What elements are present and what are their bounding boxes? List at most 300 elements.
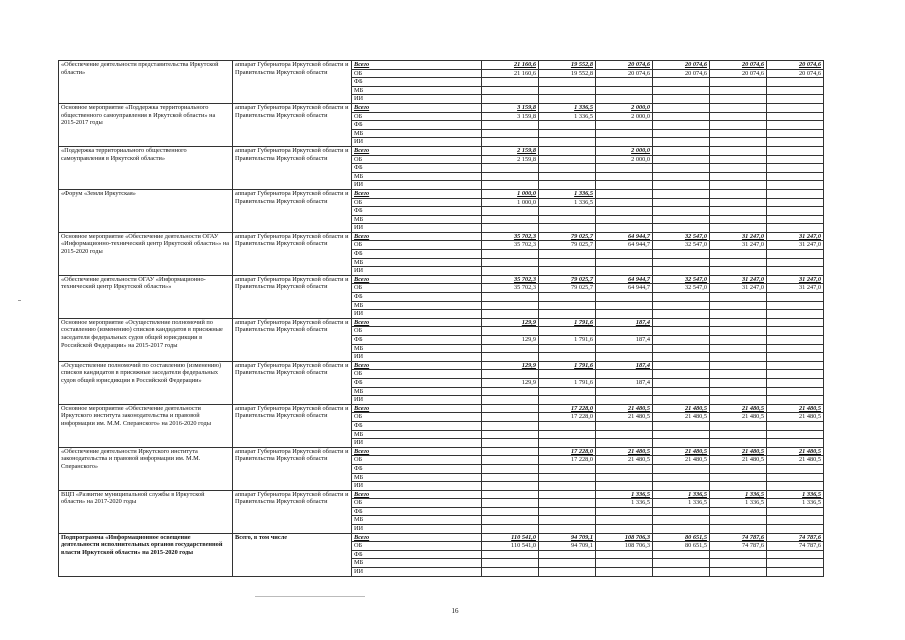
- amount-cell: 21 480,5: [653, 447, 710, 456]
- amount-cell: 1 336,5: [539, 189, 596, 198]
- amount-cell: [539, 267, 596, 276]
- amount-cell: [539, 370, 596, 379]
- scan-artifact: [255, 596, 365, 597]
- funding-source: ФБ: [352, 550, 482, 559]
- amount-cell: 31 247,0: [710, 284, 767, 293]
- amount-cell: [653, 336, 710, 345]
- amount-cell: [482, 456, 539, 465]
- amount-cell: 21 480,5: [653, 413, 710, 422]
- executor-name: аппарат Губернатора Иркутской области и Правительства Иркутской области: [233, 189, 352, 232]
- amount-cell: 3 159,8: [482, 103, 539, 112]
- amount-cell: 21 480,5: [596, 456, 653, 465]
- amount-cell: 21 480,5: [767, 447, 824, 456]
- amount-cell: [710, 164, 767, 173]
- funding-source: Всего: [352, 361, 482, 370]
- amount-cell: [767, 516, 824, 525]
- amount-cell: 17 228,0: [539, 404, 596, 413]
- amount-cell: [710, 507, 767, 516]
- amount-cell: [596, 164, 653, 173]
- scan-mark: [18, 300, 21, 301]
- page-number: 16: [451, 607, 459, 615]
- amount-cell: [596, 189, 653, 198]
- amount-cell: [482, 430, 539, 439]
- funding-source: ИИ: [352, 95, 482, 104]
- funding-source: ФБ: [352, 507, 482, 516]
- amount-cell: [767, 430, 824, 439]
- amount-cell: [539, 482, 596, 491]
- amount-cell: [539, 396, 596, 405]
- funding-source: ФБ: [352, 378, 482, 387]
- amount-cell: [653, 146, 710, 155]
- amount-cell: [710, 550, 767, 559]
- amount-cell: 129,9: [482, 336, 539, 345]
- amount-cell: [710, 121, 767, 130]
- amount-cell: [710, 421, 767, 430]
- amount-cell: [653, 155, 710, 164]
- amount-cell: [710, 78, 767, 87]
- amount-cell: [710, 258, 767, 267]
- amount-cell: 74 787,6: [710, 533, 767, 542]
- amount-cell: 21 480,5: [767, 404, 824, 413]
- amount-cell: [767, 138, 824, 147]
- amount-cell: [482, 516, 539, 525]
- amount-cell: [710, 112, 767, 121]
- amount-cell: [767, 172, 824, 181]
- amount-cell: [767, 507, 824, 516]
- amount-cell: 35 702,3: [482, 241, 539, 250]
- amount-cell: [767, 86, 824, 95]
- amount-cell: 21 480,5: [767, 456, 824, 465]
- funding-source: МБ: [352, 516, 482, 525]
- funding-source: ОБ: [352, 370, 482, 379]
- funding-source: МБ: [352, 301, 482, 310]
- amount-cell: [767, 95, 824, 104]
- amount-cell: [539, 490, 596, 499]
- amount-cell: 1 336,5: [710, 499, 767, 508]
- amount-cell: [539, 568, 596, 577]
- amount-cell: [710, 336, 767, 345]
- amount-cell: [653, 215, 710, 224]
- amount-cell: [653, 482, 710, 491]
- funding-source: Всего: [352, 318, 482, 327]
- amount-cell: [767, 250, 824, 259]
- amount-cell: [767, 198, 824, 207]
- amount-cell: [767, 207, 824, 216]
- amount-cell: [710, 344, 767, 353]
- amount-cell: 21 480,5: [596, 413, 653, 422]
- amount-cell: [482, 129, 539, 138]
- amount-cell: [767, 78, 824, 87]
- amount-cell: 17 228,0: [539, 413, 596, 422]
- amount-cell: [767, 568, 824, 577]
- amount-cell: [596, 464, 653, 473]
- amount-cell: [539, 95, 596, 104]
- amount-cell: [653, 327, 710, 336]
- amount-cell: [653, 559, 710, 568]
- amount-cell: [653, 86, 710, 95]
- amount-cell: [539, 207, 596, 216]
- amount-cell: 32 547,0: [653, 241, 710, 250]
- amount-cell: [596, 78, 653, 87]
- amount-cell: 1 791,6: [539, 318, 596, 327]
- amount-cell: 2 000,0: [596, 112, 653, 121]
- amount-cell: 110 541,0: [482, 542, 539, 551]
- amount-cell: 21 480,5: [653, 456, 710, 465]
- executor-name: аппарат Губернатора Иркутской области и Правительства Иркутской области: [233, 275, 352, 318]
- funding-source: ФБ: [352, 336, 482, 345]
- amount-cell: [539, 172, 596, 181]
- amount-cell: [710, 396, 767, 405]
- amount-cell: 1 336,5: [653, 490, 710, 499]
- amount-cell: [596, 215, 653, 224]
- amount-cell: [710, 482, 767, 491]
- executor-name: аппарат Губернатора Иркутской области и Правительства Иркутской области: [233, 490, 352, 533]
- amount-cell: [653, 95, 710, 104]
- amount-cell: 108 706,3: [596, 542, 653, 551]
- executor-name: аппарат Губернатора Иркутской области и Правительства Иркутской области: [233, 232, 352, 275]
- amount-cell: [767, 301, 824, 310]
- activity-name: «Обеспечение деятельности ОГАУ «Информационно-технический центр Иркутской области»»: [59, 275, 233, 318]
- activity-name: ВЦП «Развитие муниципальной службы в Иркутской области» на 2017-2020 годы: [59, 490, 233, 533]
- amount-cell: [767, 155, 824, 164]
- amount-cell: 1 791,6: [539, 336, 596, 345]
- amount-cell: [653, 430, 710, 439]
- table-row-total: [59, 447, 824, 456]
- amount-cell: [767, 559, 824, 568]
- activity-name: «Обеспечение деятельности представительства Иркутской области»: [59, 61, 233, 104]
- amount-cell: [710, 516, 767, 525]
- amount-cell: [482, 207, 539, 216]
- funding-source: МБ: [352, 559, 482, 568]
- amount-cell: 21 480,5: [710, 413, 767, 422]
- amount-cell: [767, 482, 824, 491]
- executor-name: аппарат Губернатора Иркутской области и Правительства Иркутской области: [233, 318, 352, 361]
- amount-cell: [596, 129, 653, 138]
- amount-cell: [482, 525, 539, 534]
- activity-name: Подпрограмма «Информационное освещение деятельности исполнительных органов государственной власти Иркутской области» на 2015-2020 годы: [59, 533, 233, 576]
- amount-cell: 110 541,0: [482, 533, 539, 542]
- amount-cell: [653, 370, 710, 379]
- amount-cell: 1 791,6: [539, 361, 596, 370]
- amount-cell: [482, 215, 539, 224]
- amount-cell: [710, 327, 767, 336]
- amount-cell: 80 651,5: [653, 533, 710, 542]
- funding-source: ИИ: [352, 568, 482, 577]
- funding-source: Всего: [352, 189, 482, 198]
- funding-source: ФБ: [352, 164, 482, 173]
- amount-cell: 2 000,0: [596, 103, 653, 112]
- amount-cell: [539, 215, 596, 224]
- amount-cell: [539, 499, 596, 508]
- amount-cell: 1 336,5: [539, 198, 596, 207]
- amount-cell: [596, 138, 653, 147]
- amount-cell: [710, 353, 767, 362]
- amount-cell: [767, 361, 824, 370]
- amount-cell: [482, 559, 539, 568]
- amount-cell: [539, 86, 596, 95]
- amount-cell: [596, 293, 653, 302]
- amount-cell: [767, 146, 824, 155]
- amount-cell: [653, 181, 710, 190]
- amount-cell: [482, 473, 539, 482]
- activity-name: «Форум «Земля Иркутская»: [59, 189, 233, 232]
- amount-cell: 21 480,5: [767, 413, 824, 422]
- amount-cell: [482, 464, 539, 473]
- table-row-total: [59, 232, 824, 241]
- amount-cell: [482, 370, 539, 379]
- amount-cell: [482, 568, 539, 577]
- amount-cell: 79 025,7: [539, 275, 596, 284]
- amount-cell: [767, 164, 824, 173]
- funding-source: ОБ: [352, 69, 482, 78]
- amount-cell: [539, 146, 596, 155]
- amount-cell: [767, 353, 824, 362]
- activity-name: «Осуществление полномочий по составлению (изменению) списков кандидатов в присяжные заседатели федеральных судов общей юрисдикции в Российской Федерации»: [59, 361, 233, 404]
- amount-cell: [596, 370, 653, 379]
- amount-cell: [539, 525, 596, 534]
- amount-cell: 2 000,0: [596, 155, 653, 164]
- amount-cell: [653, 164, 710, 173]
- funding-source: ИИ: [352, 181, 482, 190]
- amount-cell: [653, 516, 710, 525]
- funding-source: ИИ: [352, 224, 482, 233]
- funding-source: ФБ: [352, 78, 482, 87]
- amount-cell: [653, 568, 710, 577]
- funding-source: МБ: [352, 215, 482, 224]
- amount-cell: [653, 507, 710, 516]
- funding-source: ФБ: [352, 207, 482, 216]
- amount-cell: [482, 164, 539, 173]
- amount-cell: [710, 430, 767, 439]
- amount-cell: [539, 473, 596, 482]
- amount-cell: [710, 267, 767, 276]
- amount-cell: [596, 568, 653, 577]
- amount-cell: [767, 473, 824, 482]
- table-row-total: [59, 275, 824, 284]
- amount-cell: [710, 172, 767, 181]
- amount-cell: [710, 293, 767, 302]
- amount-cell: [653, 387, 710, 396]
- amount-cell: 1 336,5: [767, 499, 824, 508]
- amount-cell: [596, 172, 653, 181]
- amount-cell: 35 702,3: [482, 284, 539, 293]
- amount-cell: [596, 181, 653, 190]
- amount-cell: 35 702,3: [482, 232, 539, 241]
- amount-cell: [653, 172, 710, 181]
- funding-source: МБ: [352, 86, 482, 95]
- amount-cell: [653, 198, 710, 207]
- amount-cell: 80 651,5: [653, 542, 710, 551]
- amount-cell: [539, 327, 596, 336]
- amount-cell: 20 074,6: [767, 61, 824, 70]
- amount-cell: 1 336,5: [653, 499, 710, 508]
- amount-cell: [653, 353, 710, 362]
- funding-source: ОБ: [352, 112, 482, 121]
- amount-cell: [539, 464, 596, 473]
- amount-cell: [539, 121, 596, 130]
- amount-cell: [710, 198, 767, 207]
- funding-source: ФБ: [352, 421, 482, 430]
- amount-cell: [596, 439, 653, 448]
- amount-cell: 32 547,0: [653, 284, 710, 293]
- amount-cell: [482, 550, 539, 559]
- amount-cell: [653, 267, 710, 276]
- funding-source: ОБ: [352, 499, 482, 508]
- amount-cell: [482, 413, 539, 422]
- amount-cell: [482, 310, 539, 319]
- funding-source: ФБ: [352, 121, 482, 130]
- amount-cell: 35 702,3: [482, 275, 539, 284]
- funding-source: Всего: [352, 146, 482, 155]
- funding-source: МБ: [352, 129, 482, 138]
- amount-cell: [653, 361, 710, 370]
- amount-cell: 74 787,6: [710, 542, 767, 551]
- table-row-total: [59, 361, 824, 370]
- amount-cell: [596, 396, 653, 405]
- amount-cell: [596, 516, 653, 525]
- amount-cell: 2 159,8: [482, 146, 539, 155]
- amount-cell: [710, 473, 767, 482]
- amount-cell: 31 247,0: [767, 284, 824, 293]
- amount-cell: [767, 439, 824, 448]
- amount-cell: [539, 439, 596, 448]
- amount-cell: [710, 189, 767, 198]
- funding-source: ИИ: [352, 396, 482, 405]
- amount-cell: [710, 301, 767, 310]
- amount-cell: [482, 499, 539, 508]
- amount-cell: 32 547,0: [653, 275, 710, 284]
- amount-cell: 1 336,5: [710, 490, 767, 499]
- amount-cell: [539, 138, 596, 147]
- amount-cell: 1 791,6: [539, 378, 596, 387]
- funding-source: ФБ: [352, 464, 482, 473]
- amount-cell: 21 160,6: [482, 61, 539, 70]
- amount-cell: [539, 224, 596, 233]
- amount-cell: [653, 293, 710, 302]
- amount-cell: [710, 224, 767, 233]
- amount-cell: 20 074,6: [653, 69, 710, 78]
- amount-cell: [767, 112, 824, 121]
- amount-cell: 31 247,0: [710, 275, 767, 284]
- table-row-total: [59, 189, 824, 198]
- funding-source: Всего: [352, 447, 482, 456]
- activity-name: «Поддержка территориального общественного самоуправления в Иркутской области»: [59, 146, 233, 189]
- amount-cell: [710, 387, 767, 396]
- amount-cell: [653, 318, 710, 327]
- table-row-total: [59, 103, 824, 112]
- activity-name: Основное мероприятие «Обеспечение деятельности Иркутского института законодательства и правовой информации им. М.М. Сперанского» на 2016-2020 годы: [59, 404, 233, 447]
- amount-cell: [482, 181, 539, 190]
- amount-cell: [653, 224, 710, 233]
- amount-cell: [653, 550, 710, 559]
- funding-source: ОБ: [352, 155, 482, 164]
- funding-source: ОБ: [352, 456, 482, 465]
- amount-cell: 74 787,6: [767, 542, 824, 551]
- amount-cell: [539, 430, 596, 439]
- amount-cell: [482, 78, 539, 87]
- amount-cell: [710, 215, 767, 224]
- amount-cell: [767, 293, 824, 302]
- amount-cell: 79 025,7: [539, 241, 596, 250]
- amount-cell: [596, 507, 653, 516]
- amount-cell: [653, 344, 710, 353]
- amount-cell: 1 336,5: [539, 112, 596, 121]
- table-row-total: [59, 404, 824, 413]
- activity-name: «Обеспечение деятельности Иркутского института законодательства и правовой информации им. М.М. Сперанского»: [59, 447, 233, 490]
- funding-source: ИИ: [352, 525, 482, 534]
- amount-cell: [710, 181, 767, 190]
- amount-cell: [539, 155, 596, 164]
- table-row-total: [59, 146, 824, 155]
- amount-cell: [539, 310, 596, 319]
- budget-table: [58, 60, 824, 577]
- amount-cell: [710, 103, 767, 112]
- activity-name: Основное мероприятие «Осуществление полномочий по составлению (изменению) списков кандидатов в присяжные заседатели федеральных судов общей юрисдикции в Российской Федерации» на 2015-2017 годы: [59, 318, 233, 361]
- table-row-total: [59, 490, 824, 499]
- funding-source: МБ: [352, 473, 482, 482]
- amount-cell: [653, 121, 710, 130]
- amount-cell: [539, 293, 596, 302]
- amount-cell: [482, 490, 539, 499]
- executor-name: аппарат Губернатора Иркутской области и Правительства Иркутской области: [233, 447, 352, 490]
- amount-cell: [539, 164, 596, 173]
- amount-cell: [482, 439, 539, 448]
- amount-cell: [710, 361, 767, 370]
- amount-cell: [596, 267, 653, 276]
- amount-cell: 21 480,5: [710, 404, 767, 413]
- amount-cell: 1 336,5: [596, 490, 653, 499]
- amount-cell: 1 000,0: [482, 198, 539, 207]
- amount-cell: [539, 387, 596, 396]
- amount-cell: [596, 550, 653, 559]
- amount-cell: 20 074,6: [710, 61, 767, 70]
- amount-cell: [710, 95, 767, 104]
- amount-cell: [767, 327, 824, 336]
- amount-cell: [596, 301, 653, 310]
- funding-source: Всего: [352, 103, 482, 112]
- amount-cell: [539, 559, 596, 568]
- amount-cell: 21 480,5: [710, 456, 767, 465]
- amount-cell: 20 074,6: [767, 69, 824, 78]
- amount-cell: 1 336,5: [596, 499, 653, 508]
- amount-cell: [482, 121, 539, 130]
- amount-cell: [482, 224, 539, 233]
- amount-cell: [767, 370, 824, 379]
- amount-cell: 31 247,0: [767, 275, 824, 284]
- amount-cell: [653, 103, 710, 112]
- amount-cell: [767, 103, 824, 112]
- amount-cell: 19 552,8: [539, 61, 596, 70]
- amount-cell: [767, 181, 824, 190]
- activity-name: Основное мероприятие «Поддержка территориального общественного самоуправления в Иркутской области» на 2015-2017 годы: [59, 103, 233, 146]
- amount-cell: [710, 318, 767, 327]
- amount-cell: [767, 396, 824, 405]
- amount-cell: [539, 78, 596, 87]
- amount-cell: 21 480,5: [596, 404, 653, 413]
- amount-cell: [710, 370, 767, 379]
- funding-source: ИИ: [352, 138, 482, 147]
- amount-cell: [596, 482, 653, 491]
- amount-cell: [482, 353, 539, 362]
- amount-cell: 31 247,0: [767, 232, 824, 241]
- amount-cell: [482, 387, 539, 396]
- amount-cell: [767, 310, 824, 319]
- amount-cell: [482, 293, 539, 302]
- amount-cell: [596, 86, 653, 95]
- amount-cell: 20 074,6: [596, 69, 653, 78]
- amount-cell: [653, 464, 710, 473]
- amount-cell: [596, 258, 653, 267]
